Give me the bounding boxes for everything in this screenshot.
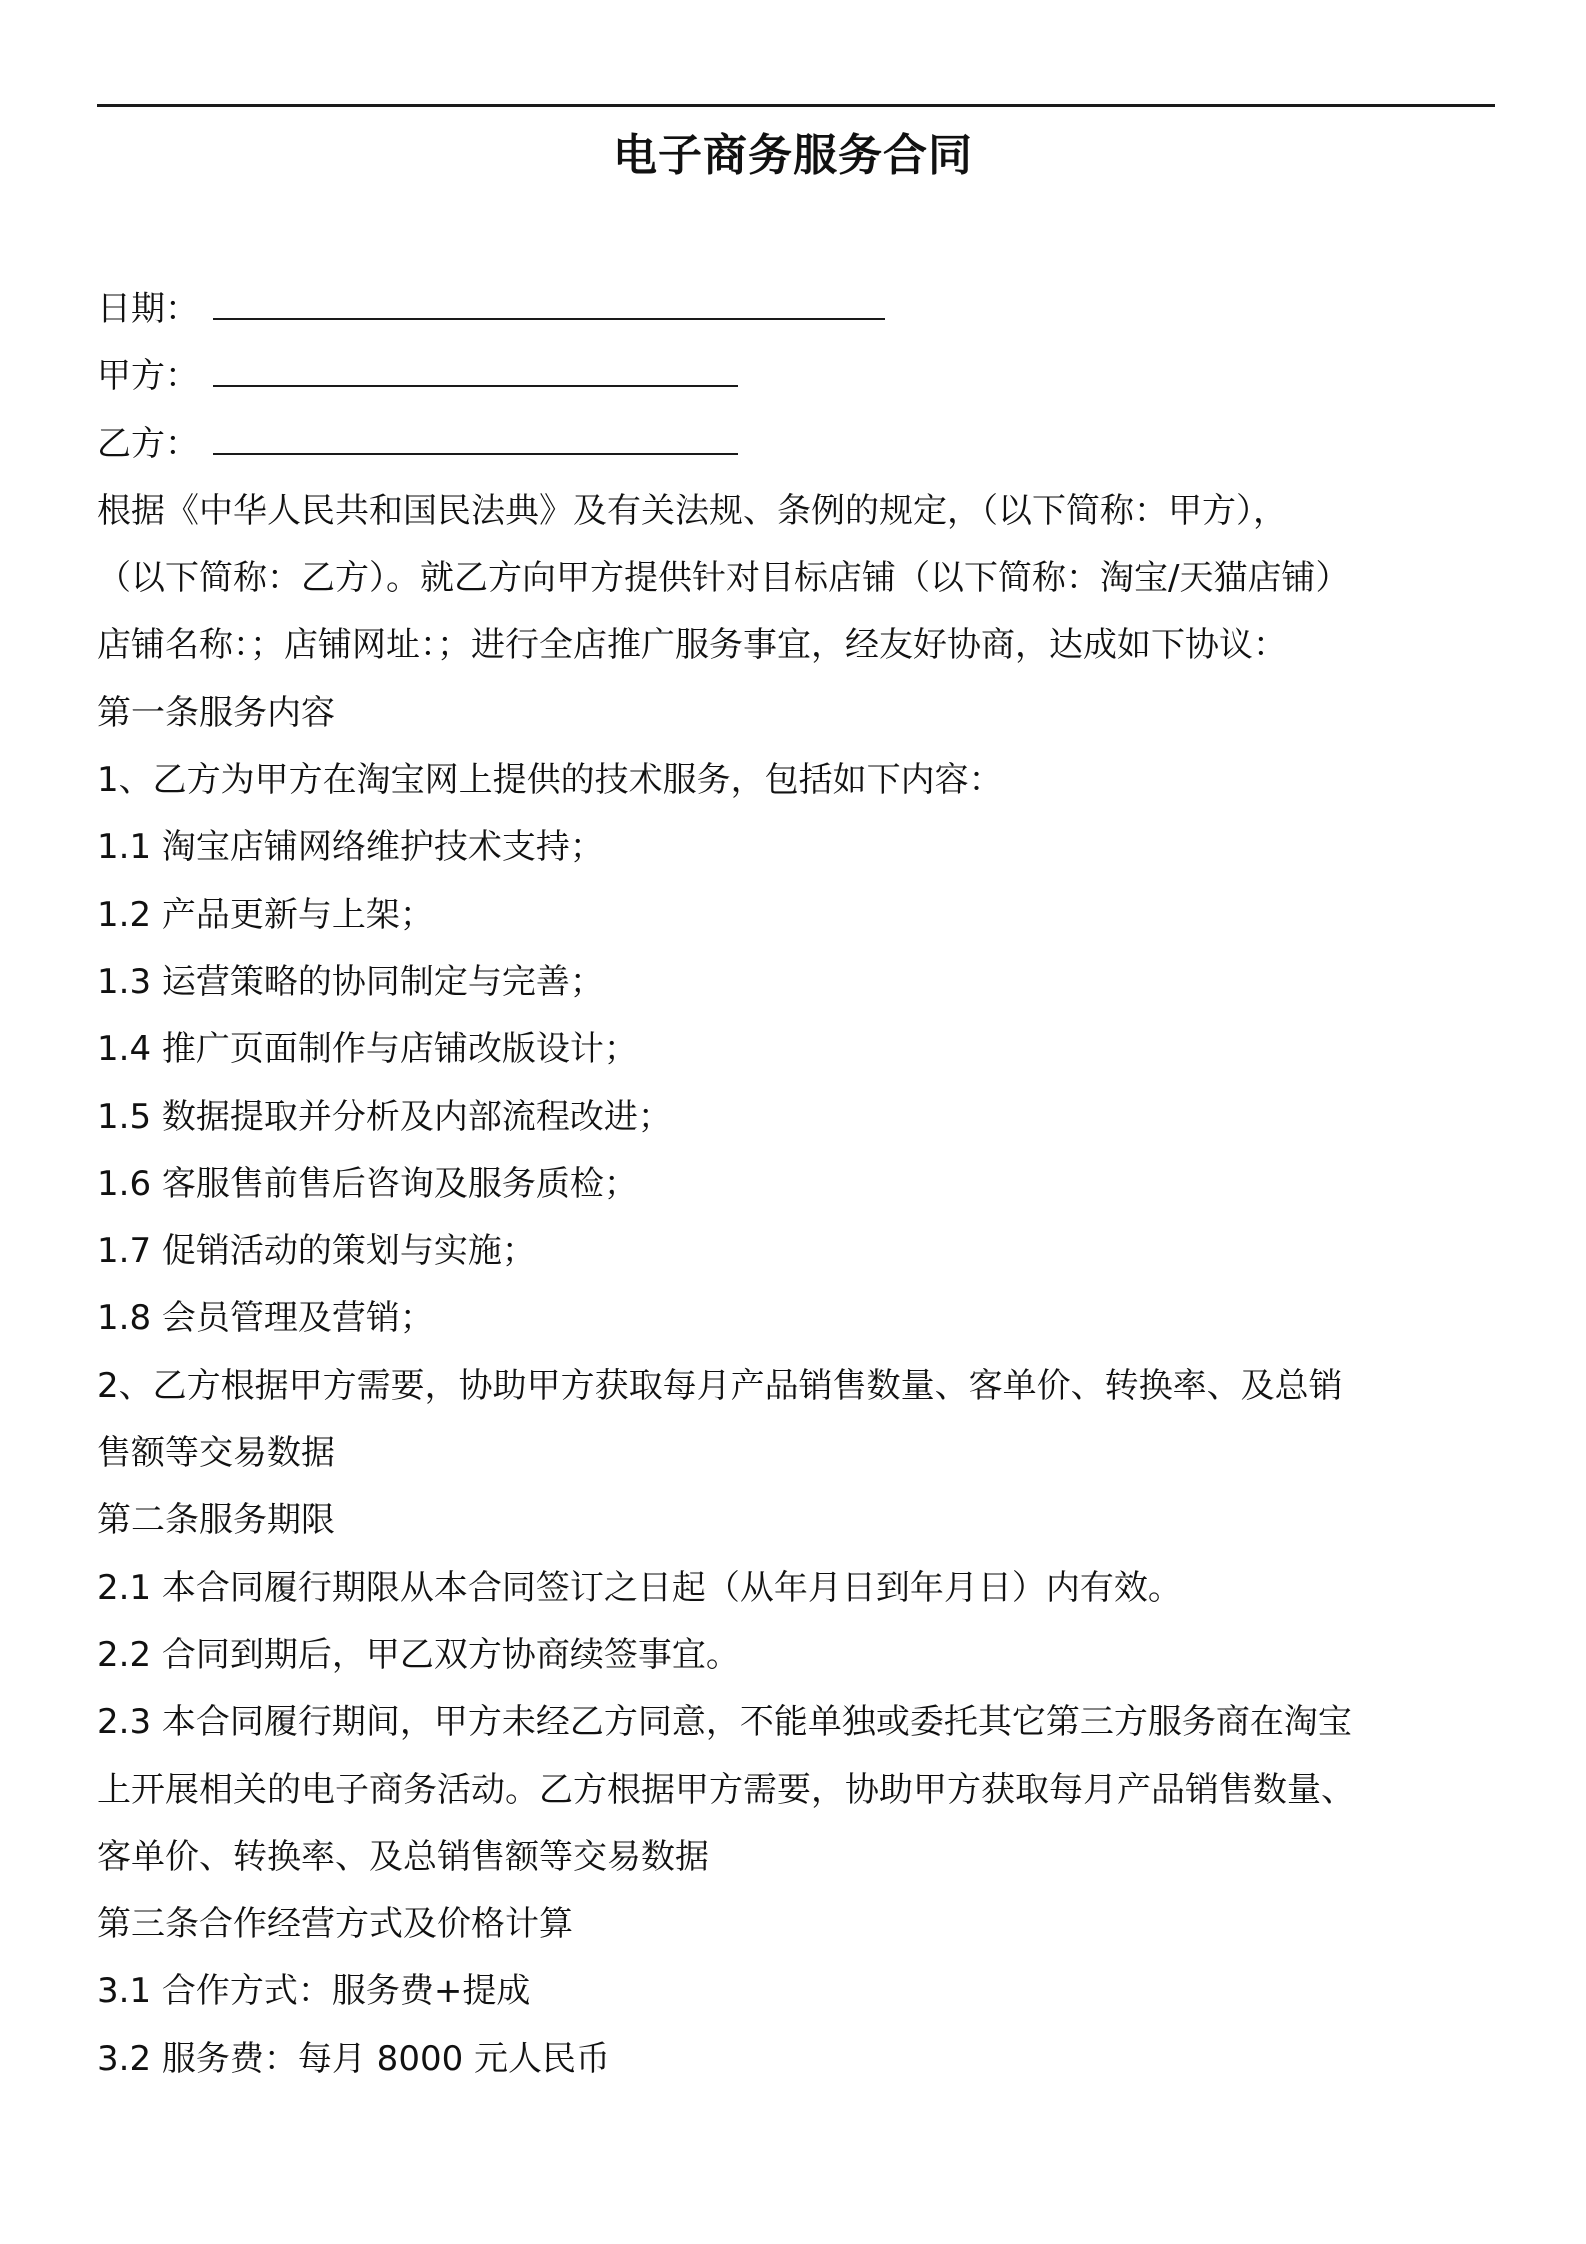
clause-1-8: 1.8 会员管理及营销； [97, 1298, 434, 1339]
clause-2-3-line-2: 上开展相关的电子商务活动。乙方根据甲方需要，协助甲方获取每月产品销售数量、 [97, 1769, 1355, 1810]
preamble-line-2: （以下简称：乙方）。就乙方向甲方提供针对目标店铺（以下简称：淘宝/天猫店铺） [97, 558, 1350, 599]
party-b-blank[interactable] [213, 417, 738, 455]
party-b-field-line [97, 411, 1507, 478]
article-1-heading: 第一条服务内容 [97, 692, 335, 733]
clause-3-2: 3.2 服务费：每月 8000 元人民币 [97, 2038, 611, 2079]
party-b-label: 乙方： [97, 423, 199, 464]
top-divider [97, 104, 1495, 107]
clause-1-5: 1.5 数据提取并分析及内部流程改进； [97, 1096, 672, 1137]
date-blank[interactable] [213, 282, 885, 320]
clause-1-3: 1.3 运营策略的协同制定与完善； [97, 961, 604, 1002]
clause-1-7: 1.7 促销活动的策划与实施； [97, 1231, 536, 1272]
date-label: 日期： [97, 289, 199, 329]
clause-2-line-1: 2、乙方根据甲方需要，协助甲方获取每月产品销售数量、客单价、转换率、及总销 [97, 1365, 1343, 1406]
article-3-heading: 第三条合作经营方式及价格计算 [97, 1904, 573, 1945]
clause-2-line-2: 售额等交易数据 [97, 1433, 335, 1474]
party-a-label: 甲方： [97, 356, 199, 397]
clause-1-1: 1.1 淘宝店铺网络维护技术支持； [97, 827, 604, 868]
clause-2-3-line-3: 客单价、转换率、及总销售额等交易数据 [97, 1836, 709, 1877]
date-field-line [97, 276, 1507, 343]
clause-2-2: 2.2 合同到期后，甲乙双方协商续签事宜。 [97, 1634, 740, 1675]
clause-1: 1、乙方为甲方在淘宝网上提供的技术服务，包括如下内容： [97, 760, 1003, 801]
preamble-line-1: 根据《中华人民共和国民法典》及有关法规、条例的规定，（以下简称：甲方）， [97, 490, 1287, 531]
clause-3-1: 3.1 合作方式：服务费+提成 [97, 1971, 531, 2012]
contract-body [97, 276, 1507, 2093]
clause-2-3-line-1: 2.3 本合同履行期间，甲方未经乙方同意，不能单独或委托其它第三方服务商在淘宝 [97, 1702, 1352, 1743]
article-2-heading: 第二条服务期限 [97, 1500, 335, 1541]
clause-1-2: 1.2 产品更新与上架； [97, 894, 434, 935]
document-title: 电子商务服务合同 [613, 130, 973, 181]
clause-1-4: 1.4 推广页面制作与店铺改版设计； [97, 1029, 638, 1070]
clause-2-1: 2.1 本合同履行期限从本合同签订之日起（从年月日到年月日）内有效。 [97, 1567, 1182, 1608]
party-a-field-line [97, 343, 1507, 410]
clause-1-6: 1.6 客服售前售后咨询及服务质检； [97, 1163, 638, 1204]
party-a-blank[interactable] [213, 349, 738, 387]
preamble-line-3: 店铺名称：；店铺网址：；进行全店推广服务事宜，经友好协商，达成如下协议： [97, 625, 1287, 666]
